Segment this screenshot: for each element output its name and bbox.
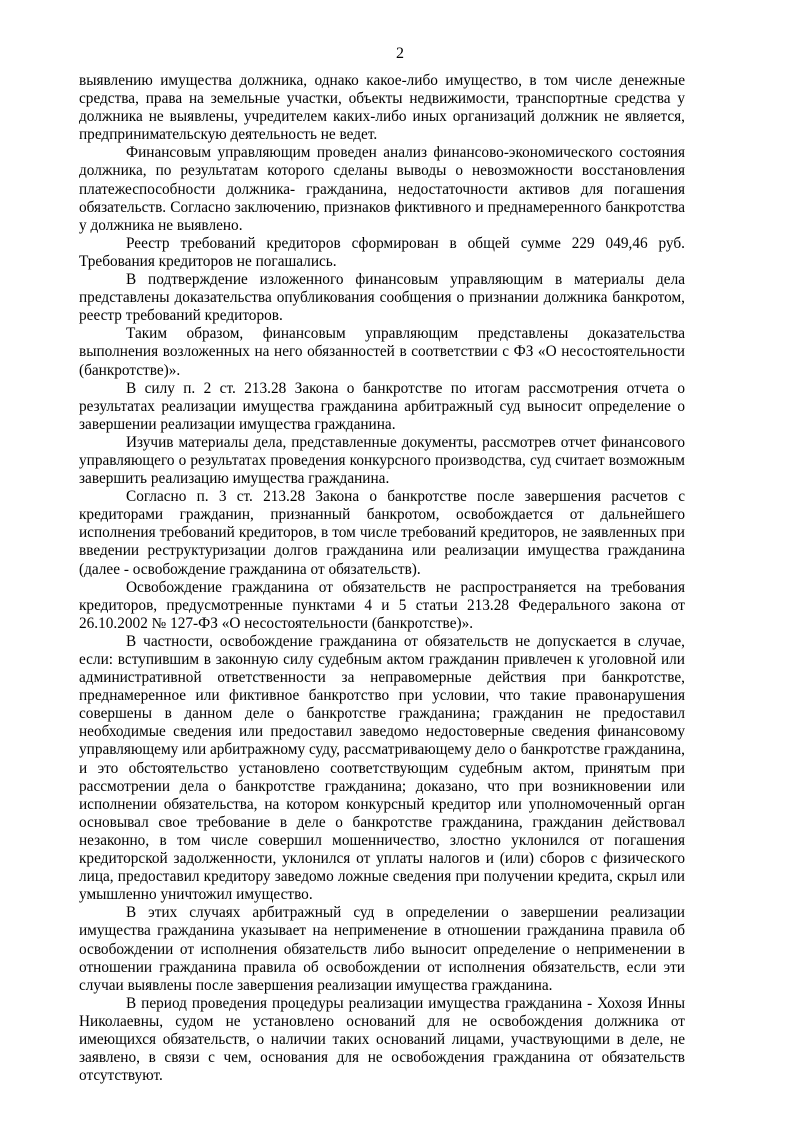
- paragraph: Финансовым управляющим проведен анализ финансово-экономического состояния должника, по результатам которого сделаны выводы о невозможности восстановления платежеспособности должника- гражданина, недостаточности активов для погашения обязательств. Согласно заключению, признаков фиктивного и преднамеренного банкротства у должника не выявлено.: [79, 144, 685, 234]
- paragraph: Изучив материалы дела, представленные документы, рассмотрев отчет финансового управляющего о результатах проведения конкурсного производства, суд считает возможным завершить реализацию имущества гражданина.: [79, 433, 685, 488]
- paragraph: Согласно п. 3 ст. 213.28 Закона о банкротстве после завершения расчетов с кредиторами гражданин, признанный банкротом, освобождается от дальнейшего исполнения требований кредиторов, в том числе требований кредиторов, не заявленных при введении реструктуризации долгов гражданина или реализации имущества гражданина (далее - освобождение гражданина от обязательств).: [79, 488, 685, 578]
- paragraph: Освобождение гражданина от обязательств не распространяется на требования кредиторов, предусмотренные пунктами 4 и 5 статьи 213.28 Федерального закона от 26.10.2002 № 127-ФЗ «О несостоятельности (банкротстве)».: [79, 578, 685, 632]
- paragraph: В этих случаях арбитражный суд в определении о завершении реализации имущества гражданина указывает на неприменение в отношении гражданина правила об освобождении от исполнения обязательств либо выносит определение о неприменении в отношении гражданина правила об освобождении от исполнения обязательств, если эти случаи выявлены после завершения реализации имущества гражданина.: [79, 904, 685, 994]
- paragraph: выявлению имущества должника, однако какое-либо имущество, в том числе денежные средства, права на земельные участки, объекты недвижимости, транспортные средства у должника не выявлены, учредителем каких-либо иных организаций должник не является, предпринимательскую деятельность не ведет.: [79, 72, 685, 144]
- paragraph: В подтверждение изложенного финансовым управляющим в материалы дела представлены доказательства опубликования сообщения о признании должника банкротом, реестр требований кредиторов.: [79, 271, 685, 325]
- paragraph: Таким образом, финансовым управляющим представлены доказательства выполнения возложенных на него обязанностей в соответствии с ФЗ «О несостоятельности (банкротстве)».: [79, 325, 685, 379]
- page-number: 2: [396, 45, 404, 62]
- paragraph: Реестр требований кредиторов сформирован в общей сумме 229 049,46 руб. Требования кредиторов не погашались.: [79, 234, 685, 270]
- document-body: [79, 72, 685, 1085]
- paragraph: В силу п. 2 ст. 213.28 Закона о банкротстве по итогам рассмотрения отчета о результатах реализации имущества гражданина арбитражный суд выносит определение о завершении реализации имущества гражданина.: [79, 379, 685, 433]
- paragraph: В частности, освобождение гражданина от обязательств не допускается в случае, если: вступившим в законную силу судебным актом гражданин привлечен к уголовной или административной ответственности за неправомерные действия при банкротстве, преднамеренное или фиктивное банкротство при условии, что такие правонарушения совершены в данном деле о банкротстве гражданина; гражданин не предоставил необходимые сведения или предоставил заведомо недостоверные сведения финансовому управляющему или арбитражному суду, рассматривающему дело о банкротстве гражданина, и это обстоятельство установлено соответствующим судебным актом, принятым при рассмотрении дела о банкротстве гражданина; доказано, что при возникновении или исполнении обязательства, на котором конкурсный кредитор или уполномоченный орган основывал свое требование в деле о банкротстве гражданина, гражданин действовал незаконно, в том числе совершил мошенничество, злостно уклонился от погашения кредиторской задолженности, уклонился от уплаты налогов и (или) сборов с физического лица, предоставил кредитору заведомо ложные сведения при получении кредита, скрыл или умышленно уничтожил имущество.: [79, 632, 685, 904]
- paragraph: В период проведения процедуры реализации имущества гражданина - Хохозя Инны Николаевны, судом не установлено оснований для не освобождения должника от имеющихся обязательств, о наличии таких оснований лицами, участвующими в деле, не заявлено, в связи с чем, основания для не освобождения гражданина от обязательств отсутствуют.: [79, 994, 685, 1085]
